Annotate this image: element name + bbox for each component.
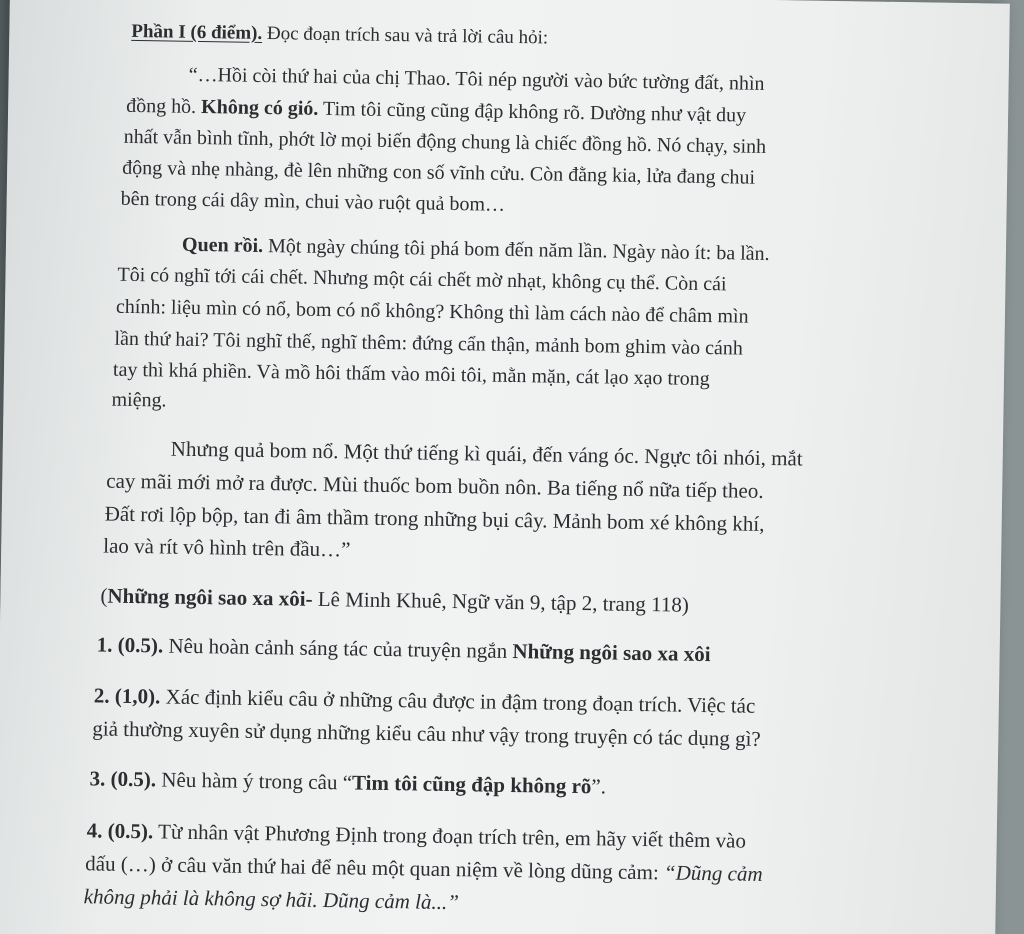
passage-p1-line1 (189, 65, 765, 94)
text: bên trong cái dây mìn, chui vào ruột quả bom… (120, 187, 506, 216)
question-4-quote-start: “Dũng cảm (663, 860, 763, 886)
question-1-number: 1. (0.5). (96, 632, 164, 658)
passage-p2-line5 (113, 360, 710, 389)
question-2-number: 2. (1,0). (93, 683, 161, 709)
text: tay thì khá phiền. Và mồ hôi thấm vào môi tôi, mằn mặn, cát lạo xạo trong (112, 358, 710, 391)
section-heading (131, 22, 548, 48)
text: giả thường xuyên sử dụng những kiểu câu như vậy trong truyện có tác dụng gì? (92, 716, 761, 751)
question-3-quote: Tim tôi cũng đập không rõ (351, 770, 592, 799)
text: Tim tôi cũng cũng đập không rõ. Dường như vật duy (318, 97, 747, 127)
text: miệng. (111, 388, 167, 412)
source-citation (100, 585, 689, 615)
passage-p2-line6 (111, 390, 166, 411)
text: “…Hồi còi thứ hai của chị Thao. Tôi nép người vào bức tường đất, nhìn (188, 63, 765, 95)
passage-p1-line3 (124, 127, 767, 157)
text: chính: liệu mìn có nổ, bom có nổ không? Không thì làm cách nào để châm mìn (115, 295, 749, 328)
passage-p2-line4 (114, 329, 743, 359)
bold-sentence-2: Quen rồi. (181, 233, 264, 258)
question-3 (89, 768, 606, 797)
question-2-line2 (92, 718, 761, 749)
text: ”. (591, 774, 607, 799)
text: Một ngày chúng tôi phá bom đến năm lần. Ngày nào ít: ba lần. (262, 235, 770, 265)
passage-p3-line3 (104, 501, 765, 536)
passage-p3-line1 (170, 436, 803, 471)
passage-p2-line3 (116, 297, 749, 327)
text: ( (100, 583, 108, 608)
question-1-work-title: Những ngôi sao xa xôi (512, 638, 711, 667)
question-4-line1 (87, 820, 747, 851)
text: dấu (…) ở câu văn thứ hai để nêu một quan niệm về lòng dũng cảm: (85, 851, 665, 885)
text: Nêu hàm ý trong câu “ (155, 767, 353, 795)
text: cay mãi mới mở ra được. Mùi thuốc bom buồn nôn. Ba tiếng nổ nữa tiếp theo. (106, 468, 764, 503)
text: Lê Minh Khuê, Ngữ văn 9, tập 2, trang 118) (312, 586, 690, 617)
question-4-number: 4. (0.5). (86, 818, 154, 844)
text: Tôi có nghĩ tới cái chết. Nhưng một cái chết mờ nhạt, không cụ thể. Còn cái (117, 263, 727, 296)
passage-p2-line1 (182, 235, 770, 264)
text: Nêu hoàn cảnh sáng tác của truyện ngắn (163, 633, 513, 663)
text: nhất vẫn bình tĩnh, phớt lờ mọi biến động chung là chiếc đồng hồ. Nó chạy, sinh (123, 125, 767, 158)
text: lần thứ hai? Tôi nghĩ thế, nghĩ thêm: đứng cẩn thận, mảnh bom ghim vào cánh (114, 327, 744, 360)
source-title: Những ngôi sao xa xôi- (107, 583, 313, 611)
part-instruction: Đọc đoạn trích sau và trả lời câu hỏi: (262, 22, 549, 49)
passage-p1-line5 (121, 189, 506, 215)
question-4-quote-end: không phải là không sợ hãi. Dũng cảm là...” (83, 884, 460, 915)
text: Đất rơi lộp bộp, tan đi âm thầm trong những bụi cây. Mảnh bom xé không khí, (104, 501, 765, 536)
text: Từ nhân vật Phương Định trong đoạn trích trên, em hãy viết thêm vào (153, 819, 747, 853)
part-label: Phần I (6 điểm). (131, 20, 263, 44)
passage-p3-line2 (106, 468, 764, 503)
text: Xác định kiểu câu ở những câu được in đậm trong đoạn trích. Việc tác (160, 684, 756, 718)
passage-p1-line2 (126, 96, 746, 126)
text: đồng hồ. (125, 94, 202, 119)
bold-sentence-1: Không có gió. (200, 96, 319, 120)
question-3-number: 3. (0.5). (89, 766, 157, 792)
question-1 (97, 634, 711, 665)
text: Nhưng quả bom nổ. Một thứ tiếng kì quái, đến váng óc. Ngực tôi nhói, mắt (170, 436, 803, 471)
text: lao và rít vô hình trên đầu…” (103, 533, 351, 562)
question-4-line3 (84, 886, 459, 913)
passage-p3-line4 (103, 533, 351, 562)
passage-p1-line4 (122, 158, 755, 188)
text: động và nhẹ nhàng, đè lên những con số vĩnh cửu. Còn đằng kia, lửa đang chui (122, 156, 756, 189)
question-4-line2 (85, 853, 763, 885)
passage-p2-line2 (117, 265, 726, 295)
question-2-line1 (94, 685, 756, 716)
